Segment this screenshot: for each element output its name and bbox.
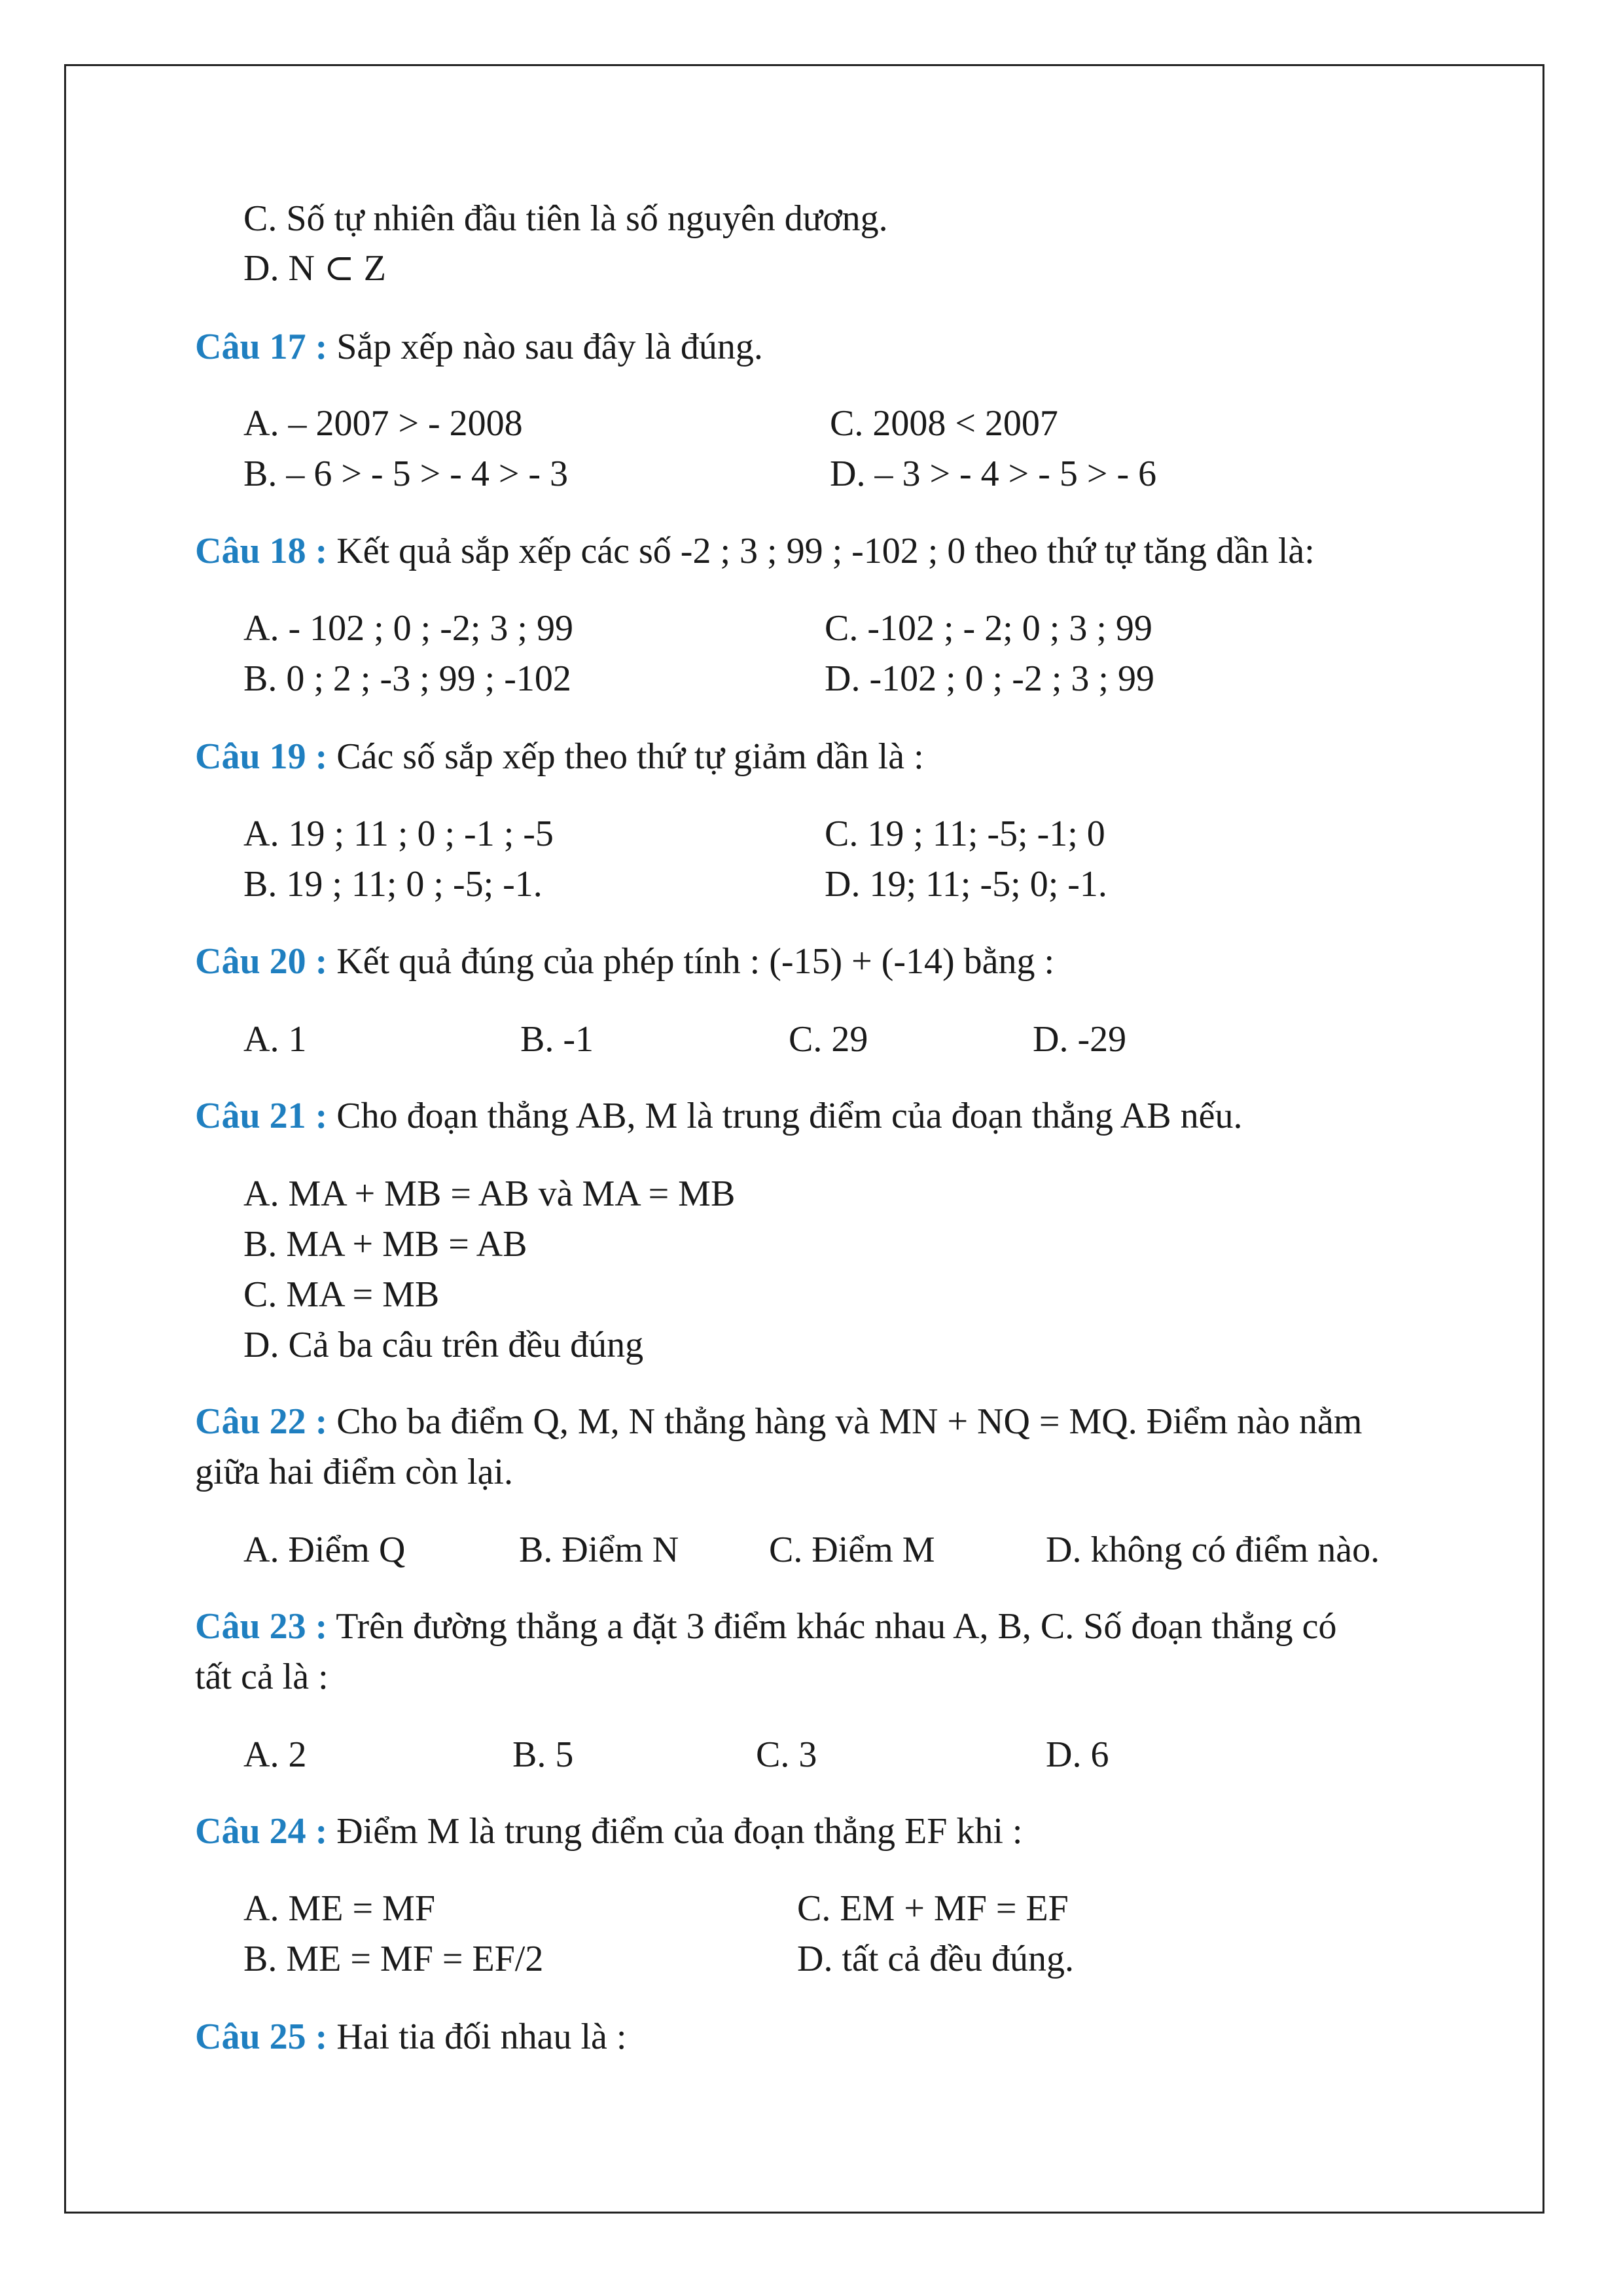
q22-text: Cho ba điểm Q, M, N thẳng hàng và MN + NQ = MQ. Điểm nào nằm [327, 1401, 1363, 1442]
q16-option-d: D. N ⊂ Z [243, 248, 387, 289]
q18-option-c: C. -102 ; - 2; 0 ; 3 ; 99 [825, 608, 1152, 649]
q17-option-c: C. 2008 < 2007 [830, 403, 1058, 444]
q22-question [195, 1401, 1362, 1443]
q18-text: Kết quả sắp xếp các số -2 ; 3 ; 99 ; -102 ; 0 theo thứ tự tăng dần là: [327, 531, 1315, 571]
q20-label: Câu 20 : [195, 941, 328, 982]
q18-question [195, 530, 1315, 572]
q17-question [195, 326, 763, 368]
q25-label: Câu 25 : [195, 2017, 328, 2057]
q19-option-a: A. 19 ; 11 ; 0 ; -1 ; -5 [243, 814, 554, 854]
q25-text: Hai tia đối nhau là : [327, 2017, 627, 2057]
q22-option-c: C. Điểm M [769, 1530, 935, 1570]
q20-question [195, 941, 1054, 982]
q19-text: Các số sắp xếp theo thứ tự giảm dần là : [327, 736, 924, 777]
q24-option-b: B. ME = MF = EF/2 [243, 1939, 544, 1979]
q21-option-a: A. MA + MB = AB và MA = MB [243, 1174, 736, 1214]
q20-option-c: C. 29 [789, 1019, 868, 1060]
q17-label: Câu 17 : [195, 327, 328, 367]
q23-option-b: B. 5 [512, 1734, 574, 1775]
q21-option-b: B. MA + MB = AB [243, 1224, 527, 1265]
q19-option-c: C. 19 ; 11; -5; -1; 0 [825, 814, 1105, 854]
q17-option-b: B. – 6 > - 5 > - 4 > - 3 [243, 454, 569, 494]
q20-option-d: D. -29 [1033, 1019, 1127, 1060]
q23-option-c: C. 3 [756, 1734, 817, 1775]
q21-question [195, 1095, 1242, 1137]
q19-label: Câu 19 : [195, 736, 328, 777]
q22-question-cont: giữa hai điểm còn lại. [195, 1452, 513, 1492]
q24-text: Điểm M là trung điểm của đoạn thẳng EF khi : [327, 1811, 1023, 1852]
q22-label: Câu 22 : [195, 1401, 328, 1442]
q22-option-b: B. Điểm N [519, 1530, 679, 1570]
q23-text: Trên đường thẳng a đặt 3 điểm khác nhau A, B, C. Số đoạn thẳng có [327, 1606, 1337, 1647]
q24-question [195, 1810, 1022, 1852]
q18-option-b: B. 0 ; 2 ; -3 ; 99 ; -102 [243, 658, 571, 699]
q17-option-d: D. – 3 > - 4 > - 5 > - 6 [830, 454, 1157, 494]
q23-question [195, 1605, 1336, 1647]
q21-option-d: D. Cả ba câu trên đều đúng [243, 1325, 644, 1365]
q22-option-a: A. Điểm Q [243, 1530, 406, 1570]
q17-option-a: A. – 2007 > - 2008 [243, 403, 523, 444]
q17-text: Sắp xếp nào sau đây là đúng. [327, 327, 763, 367]
q23-label: Câu 23 : [195, 1606, 328, 1647]
q23-question-cont: tất cả là : [195, 1657, 329, 1697]
q24-option-d: D. tất cả đều đúng. [797, 1939, 1074, 1979]
q21-text: Cho đoạn thẳng AB, M là trung điểm của đoạn thẳng AB nếu. [327, 1096, 1243, 1136]
q25-question [195, 2016, 626, 2058]
q24-label: Câu 24 : [195, 1811, 328, 1852]
q19-option-d: D. 19; 11; -5; 0; -1. [825, 864, 1107, 905]
q18-label: Câu 18 : [195, 531, 328, 571]
q18-option-d: D. -102 ; 0 ; -2 ; 3 ; 99 [825, 658, 1154, 699]
q18-option-a: A. - 102 ; 0 ; -2; 3 ; 99 [243, 608, 573, 649]
q19-option-b: B. 19 ; 11; 0 ; -5; -1. [243, 864, 543, 905]
q20-option-a: A. 1 [243, 1019, 307, 1060]
q24-option-a: A. ME = MF [243, 1888, 435, 1929]
q20-option-b: B. -1 [520, 1019, 594, 1060]
q22-option-d: D. không có điểm nào. [1046, 1530, 1380, 1570]
q19-question [195, 736, 924, 778]
q24-option-c: C. EM + MF = EF [797, 1888, 1069, 1929]
q16-option-c: C. Số tự nhiên đầu tiên là số nguyên dương. [243, 198, 888, 239]
q20-text: Kết quả đúng của phép tính : (-15) + (-14) bằng : [327, 941, 1055, 982]
q21-option-c: C. MA = MB [243, 1274, 440, 1315]
q21-label: Câu 21 : [195, 1096, 328, 1136]
q23-option-d: D. 6 [1046, 1734, 1109, 1775]
q23-option-a: A. 2 [243, 1734, 307, 1775]
